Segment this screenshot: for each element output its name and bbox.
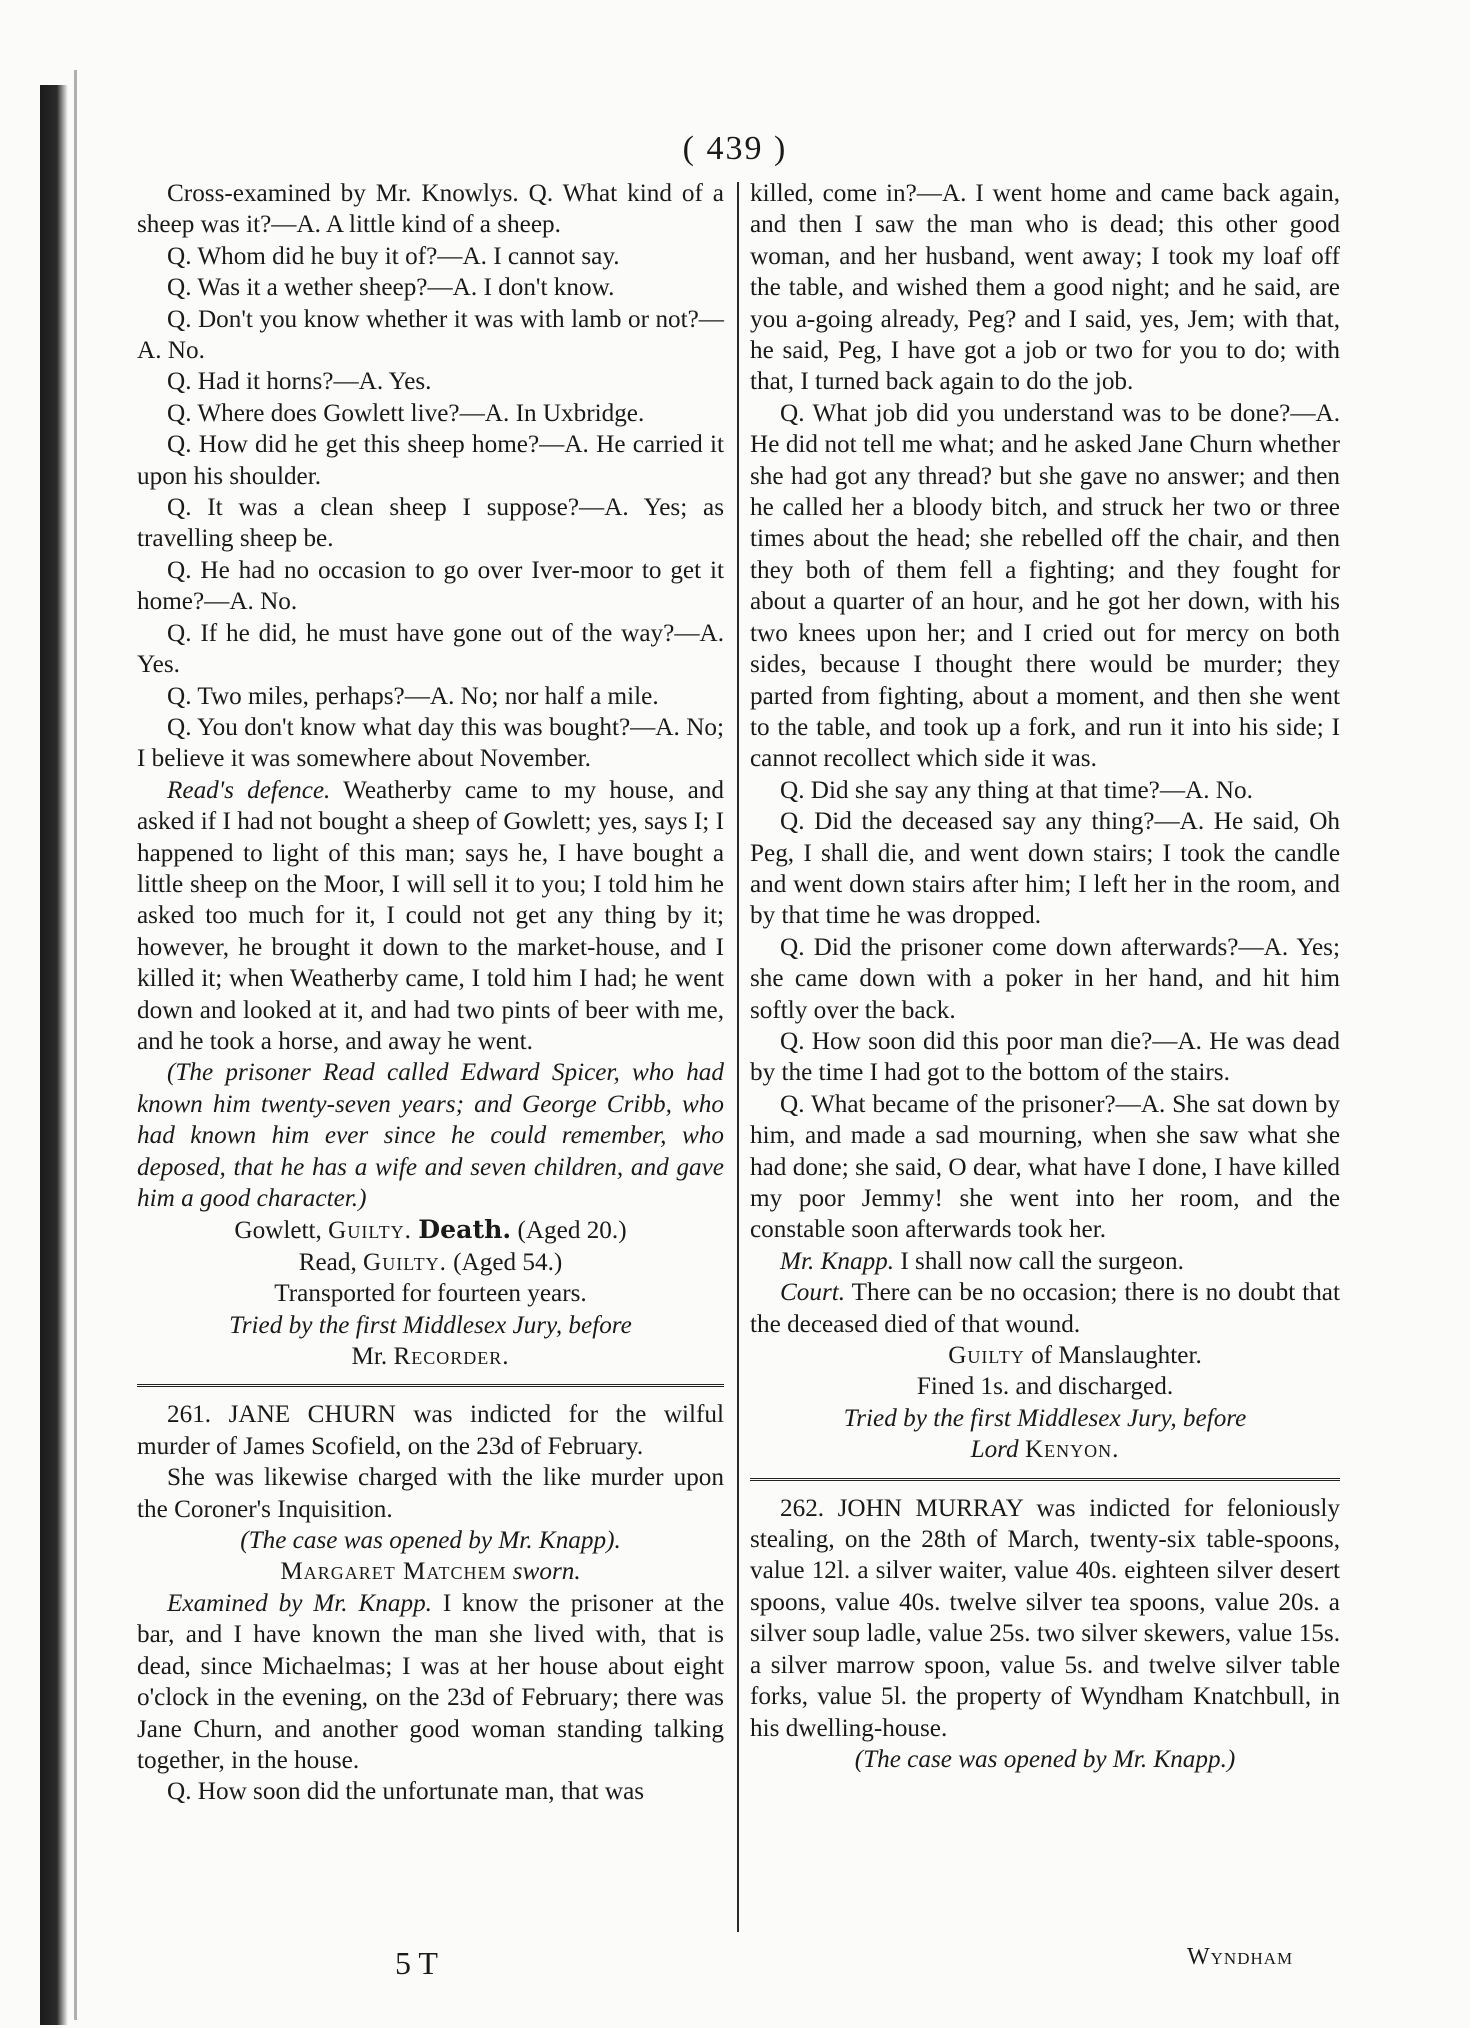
testimony-paragraph: Q. Whom did he buy it of?—A. I cannot say. xyxy=(167,242,620,270)
signature-mark: 5 T xyxy=(395,1945,438,1981)
catchword: Wyndham xyxy=(1187,1944,1294,1970)
testimony-paragraph: Q. If he did, he must have gone out of the way?—A. Yes. xyxy=(137,619,724,679)
case-261-indictment: 261. JANE CHURN was indicted for the wilful murder of James Scofield, on the 23d of February. xyxy=(137,1401,724,1460)
sentence-transport: Transported for fourteen years. xyxy=(274,1280,587,1308)
testimony-paragraph: Q. How soon did the unfortunate man, that was xyxy=(167,1778,645,1806)
case-opened-note: (The case was opened by Mr. Knapp.) xyxy=(854,1745,1236,1773)
testimony-paragraph: Q. How did he get this sheep home?—A. He carried it upon his shoulder. xyxy=(137,431,724,490)
judge-name: Lord Kenyon. xyxy=(970,1436,1120,1464)
page-number: ( 439 ) xyxy=(682,130,788,167)
right-column xyxy=(750,178,1340,1775)
testimony-paragraph: Q. He had no occasion to go over Iver-moor to get it home?—A. No. xyxy=(137,556,724,616)
defence-paragraph xyxy=(137,775,724,1058)
binding-shadow xyxy=(40,85,68,2025)
jury-note: Tried by the first Middlesex Jury, before xyxy=(229,1311,632,1339)
witness-sworn: Margaret Matchem sworn. xyxy=(280,1558,581,1586)
testimony-paragraph: Q. What job did you understand was to be done?—A. He did not tell me what; and he asked Jane Churn whether she had got any thread? but she gave no answer; and then he called her a bloody bitch, and struck her two or three times about the head; she rebelled off the chair, and then they both of them fell a fighting; and they fought for about a quarter of an hour, and he got her down, with his two knees upon her; and I cried out for mercy on both sides, because I thought there would be murder; they parted from fighting, about a moment, and then she went to the table, and took up a fork, and run it into his side; I cannot recollect which side it was. xyxy=(750,399,1340,773)
testimony-paragraph: Q. What became of the prisoner?—A. She sat down by him, and made a sad mourning, when she saw what she had done; she said, O dear, what have I done, I have killed my poor Jemmy! she went into her room, and the constable soon afterwards took her. xyxy=(750,1090,1340,1244)
judge-name: Mr. Recorder. xyxy=(351,1343,510,1371)
sentence-fine: Fined 1s. and discharged. xyxy=(916,1373,1174,1401)
testimony-paragraph: Q. Did the prisoner come down afterwards?—A. Yes; she came down with a poker in her hand, and hit him softly over the back. xyxy=(750,933,1340,1024)
case-261-paragraph: She was likewise charged with the like murder upon the Coroner's Inquisition. xyxy=(137,1464,724,1523)
section-rule xyxy=(750,1478,1340,1481)
testimony-paragraph: Q. It was a clean sheep I suppose?—A. Yes; as travelling sheep be. xyxy=(137,494,724,553)
examination-paragraph: Examined by Mr. Knapp. I know the prisoner at the bar, and I have known the man she lived with, that is dead, since Michaelmas; I was at her house about eight o'clock in the evening, on the 23d of February; there was Jane Churn, and another good woman standing talking together, in the house. xyxy=(137,1589,724,1774)
defence-label: Read's defence. xyxy=(167,776,331,804)
case-262-indictment: 262. JOHN MURRAY was indicted for feloniously stealing, on the 28th of March, twenty-six table-spoons, value 12l. a silver waiter, value 40s. eighteen silver desert spoons, value 40s. twelve silver tea spoons, value 20s. a silver soup ladle, value 25s. two silver skewers, value 15s. a silver marrow spoon, value 5s. and twelve silver table forks, value 5l. the property of Wyndham Knatchbull, in his dwelling-house. xyxy=(750,1494,1340,1742)
court-remark: Mr. Knapp. I shall now call the surgeon. xyxy=(780,1247,1184,1275)
testimony-paragraph: Cross-examined by Mr. Knowlys. Q. What kind of a sheep was it?—A. A little kind of a sheep. xyxy=(137,180,724,239)
left-column xyxy=(137,178,724,1808)
testimony-paragraph: Q. Had it horns?—A. Yes. xyxy=(167,368,432,396)
jury-note: Tried by the first Middlesex Jury, before xyxy=(843,1404,1247,1432)
verdict-gowlett: Gowlett, Guilty. Death. (Aged 20.) xyxy=(234,1214,627,1245)
verdict-churn: Guilty of Manslaughter. xyxy=(948,1342,1202,1370)
case-opened-note: (The case was opened by Mr. Knapp). xyxy=(240,1527,621,1555)
testimony-paragraph: Q. Two miles, perhaps?—A. No; nor half a mile. xyxy=(167,682,659,710)
verdict-read: Read, Guilty. (Aged 54.) xyxy=(298,1248,563,1276)
testimony-paragraph: Q. Did she say any thing at that time?—A. No. xyxy=(780,776,1253,804)
testimony-paragraph: Q. Did the deceased say any thing?—A. He said, Oh Peg, I shall die, and went down stairs; I took the candle and went down stairs after him; I left her in the room, and by that time he was dropped. xyxy=(750,808,1340,930)
section-rule xyxy=(137,1384,724,1387)
testimony-paragraph: killed, come in?—A. I went home and came back again, and then I saw the man who is dead; this other good woman, and her husband, went away; I took my loaf off the table, and wished them a good night; and he said, are you a-going already, Peg? and I said, yes, Jem; with that, he said, Peg, I have got a job or two for you to do; with that, I turned back again to do the job. xyxy=(750,180,1340,396)
column-divider xyxy=(737,182,739,1932)
testimony-paragraph: Q. Where does Gowlett live?—A. In Uxbridge. xyxy=(167,399,645,427)
binding-edge xyxy=(74,70,77,2020)
sentence-death: Death. xyxy=(418,1214,512,1245)
testimony-paragraph: Q. You don't know what day this was bought?—A. No; I believe it was somewhere about November. xyxy=(137,713,724,773)
testimony-paragraph: Q. Don't you know whether it was with lamb or not?—A. No. xyxy=(137,305,724,365)
court-remark: Court. There can be no occasion; there is no doubt that the deceased died of that wound. xyxy=(750,1279,1340,1338)
defence-text: Weatherby came to my house, and asked if I had not bought a sheep of Gowlett; yes, says I; I happened to light of this man; says he, I have bought a little sheep on the Moor, I will sell it to you; I told him he asked too much for it, I could not get any thing by it; however, he brought it down to the market-house, and I killed it; when Weatherby came, I told him I had; he went down and looked at it, and had two pints of beer with me, and he took a horse, and away he went. xyxy=(137,776,724,1055)
testimony-paragraph: Q. How soon did this poor man die?—A. He was dead by the time I had got to the bottom of the stairs. xyxy=(750,1027,1340,1087)
character-witnesses-note: (The prisoner Read called Edward Spicer, who had known him twenty-seven years; and George Cribb, who had known him ever since he could remember, who deposed, that he has a wife and seven children, and gave him a good character.) xyxy=(137,1059,724,1212)
testimony-paragraph: Q. Was it a wether sheep?—A. I don't know. xyxy=(167,274,615,302)
